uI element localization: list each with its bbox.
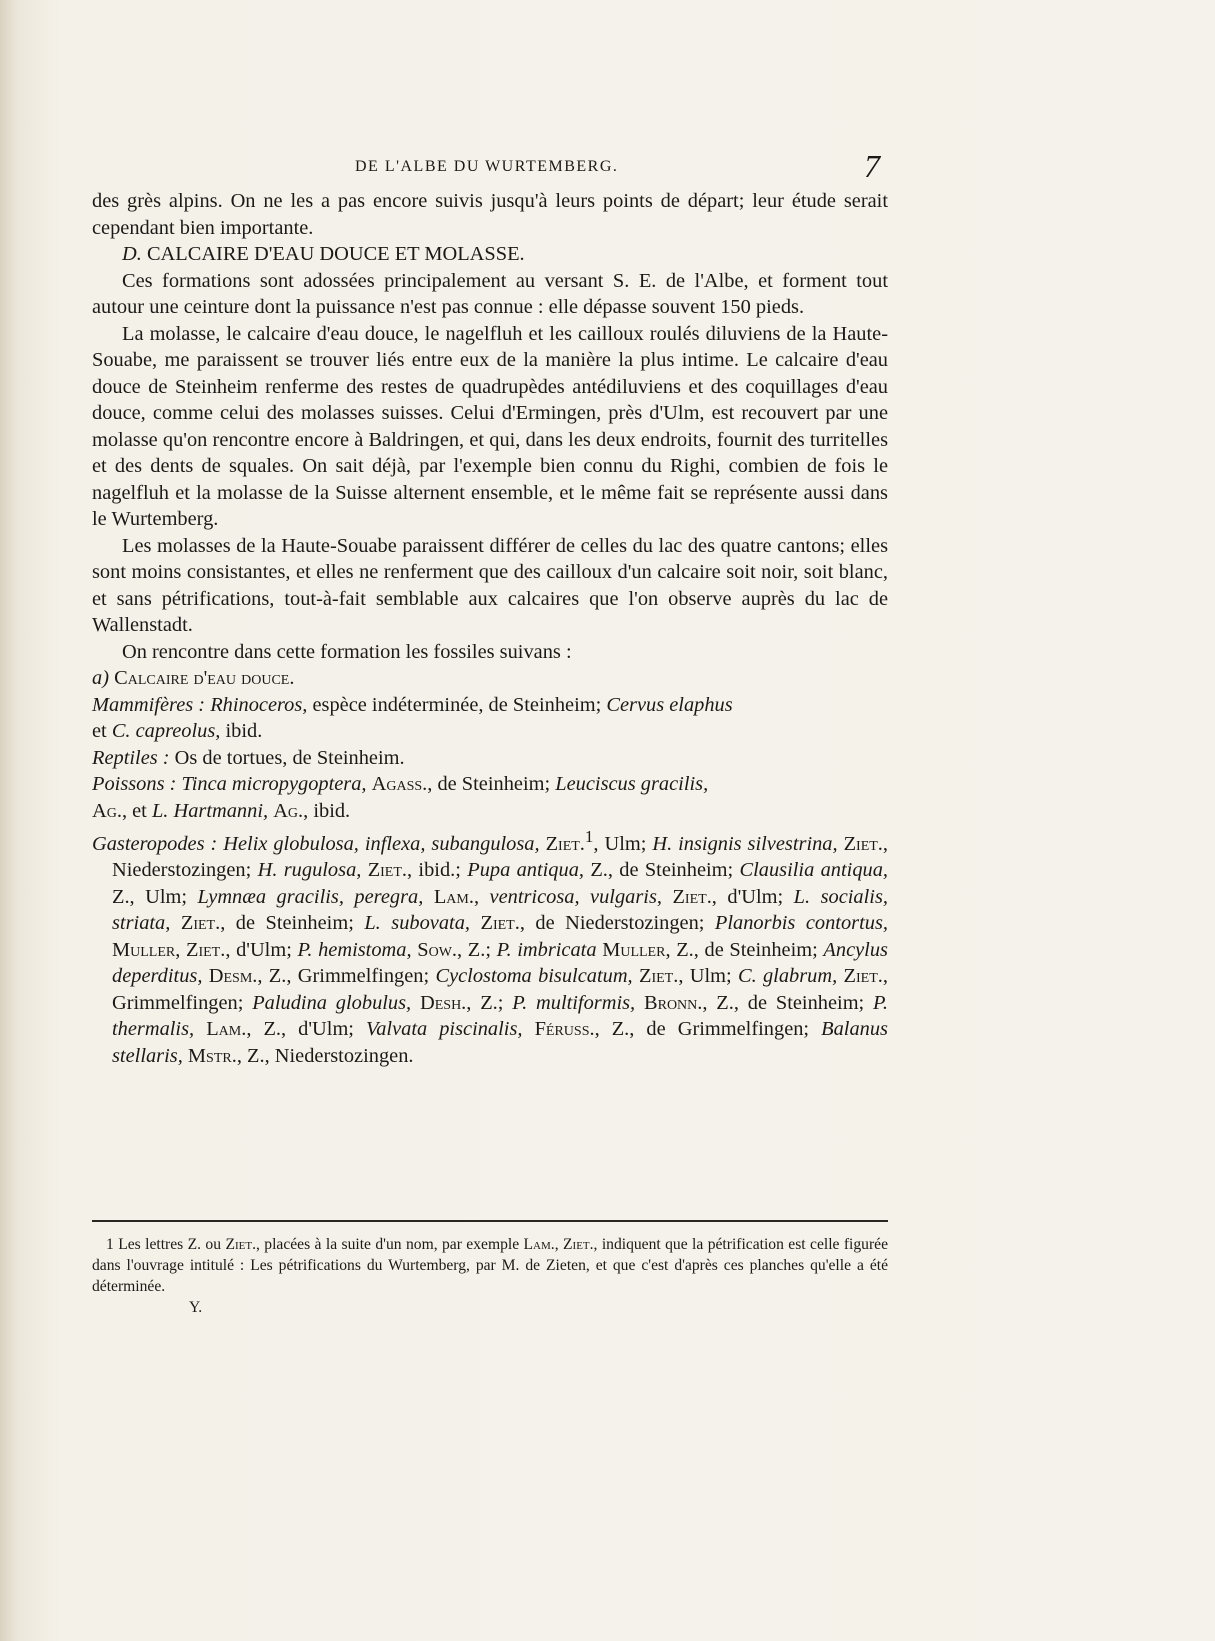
author-abbrev: Ziet. bbox=[367, 859, 408, 882]
running-head: DE L'ALBE DU WURTEMBERG. bbox=[355, 158, 619, 175]
author-abbrev: Ag. bbox=[273, 799, 304, 822]
fossil-entry-mammiferes bbox=[92, 692, 888, 719]
species-name: P. thermalis, bbox=[112, 991, 888, 1041]
species-name: Rhinoceros, bbox=[210, 693, 308, 716]
author-abbrev: Ziet. bbox=[186, 938, 226, 961]
species-name: H. insignis silvestrina, bbox=[652, 832, 838, 855]
paragraph: La molasse, le calcaire d'eau douce, le nagelfluh et les cailloux roulés diluviens de la Haute-Souabe, me paraissent se trouver liés entre eux de la manière la plus intime. Le calcaire d'eau douce de Steinheim renferme des restes de quadrupèdes antédiluviens et des coquillages d'eau douce, comme celui des molasses suisses. Celui d'Ermingen, près d'Ulm, est recouvert par une molasse qu'on rencontre encore à Baldringen, et qui, dans les deux endroits, fournit des turritelles et des dents de squales. On sait déjà, par l'exemple bien connu du Righi, combien de fois le nagelfluh et la molasse de la Suisse alternent ensemble, et le même fait se représente aussi dans le Wurtemberg. bbox=[92, 322, 888, 530]
section-letter: D. bbox=[122, 243, 142, 265]
author-abbrev: Bronn. bbox=[644, 991, 703, 1014]
author-abbrev: Ziet. bbox=[843, 965, 883, 988]
species-name: P. hemistoma, bbox=[297, 938, 412, 961]
footnote-signature: Y. bbox=[189, 1299, 203, 1316]
footnote bbox=[92, 1234, 888, 1318]
author-abbrev: Sow. bbox=[417, 938, 458, 961]
footnote-ref: 1 bbox=[584, 827, 594, 846]
species-name: Lymnæa gracilis, peregra, bbox=[197, 885, 424, 908]
entry-text: , de Steinheim; bbox=[220, 912, 365, 935]
fossil-entry-continuation bbox=[92, 718, 888, 745]
species-name: Leuciscus gracilis, bbox=[555, 773, 709, 795]
species-name: Valvata piscinalis, bbox=[366, 1018, 523, 1041]
entry-text: , bbox=[175, 938, 186, 961]
entry-text: , Z.; bbox=[466, 991, 513, 1014]
paragraph: des grès alpins. On ne les a pas encore suivis jusqu'à leurs points de départ; leur étude serait cependant bien importante. bbox=[92, 190, 888, 239]
entry-text: , Z., de Steinheim; bbox=[702, 991, 874, 1014]
subsection-title: Calcaire d'eau douce. bbox=[114, 667, 295, 689]
species-name: Pupa antiqua, bbox=[467, 859, 584, 882]
fossil-entry-gasteropodes bbox=[92, 824, 888, 1069]
author-abbrev: Ziet. bbox=[672, 885, 712, 908]
species-name: P. multiformis, bbox=[512, 991, 636, 1014]
author-abbrev: Muller bbox=[602, 938, 666, 961]
author-abbrev: Agass. bbox=[371, 773, 428, 795]
entry-text: , de Niederstozingen; bbox=[519, 912, 715, 935]
entry-text: , bbox=[473, 885, 490, 908]
species-name: L. Hartmanni, bbox=[151, 799, 269, 822]
entry-text: espèce indéterminée, de Steinheim; bbox=[307, 693, 607, 716]
entry-text: , Z., Grimmelfingen; bbox=[257, 965, 436, 988]
footnote-part: Les lettres Z. ou bbox=[113, 1236, 226, 1253]
subsection-heading bbox=[92, 665, 888, 692]
species-name: C. capreolus, bbox=[111, 720, 221, 742]
footnote-part: , indiquent que la pétrification est celle figurée dans l'ouvrage intitulé : Les pétrifications du Wurtemberg, par M. de Zieten, et que c'est d'après ces planches qu'elle a été déterminée. bbox=[92, 1236, 889, 1295]
species-name: C. glabrum, bbox=[737, 965, 838, 988]
footnote-number: 1 bbox=[106, 1236, 114, 1253]
paragraph: On rencontre dans cette formation les fossiles suivans : bbox=[122, 640, 572, 663]
species-name: Ancylus deperditus, bbox=[112, 938, 888, 988]
subsection-letter: a) bbox=[92, 667, 109, 689]
species-name: Cyclostoma bisulcatum, bbox=[435, 965, 633, 988]
entry-text: , d'Ulm; bbox=[711, 885, 794, 908]
author-abbrev: Desh. bbox=[420, 991, 467, 1014]
author-abbrev: Ziet. bbox=[843, 832, 883, 855]
entry-label: Reptiles : bbox=[92, 746, 170, 769]
entry-label: Gasteropodes : bbox=[92, 832, 218, 855]
author-abbrev: Ziet. bbox=[545, 832, 585, 855]
entry-text: , Z., de Steinheim; bbox=[665, 938, 824, 961]
species-name: Tinca micropygoptera, bbox=[181, 773, 367, 795]
entry-text: , d'Ulm; bbox=[225, 938, 298, 961]
section-heading bbox=[92, 241, 888, 268]
author-abbrev: Lam. bbox=[206, 1018, 247, 1041]
fossil-entry-reptiles bbox=[92, 745, 888, 772]
fossil-entry-continuation bbox=[92, 798, 888, 825]
entry-text: , et bbox=[121, 799, 152, 822]
page-number: 7 bbox=[864, 148, 880, 184]
footnote-part: , bbox=[554, 1236, 563, 1253]
footnote-rule bbox=[92, 1220, 888, 1222]
author-abbrev: Ziet. bbox=[480, 912, 520, 935]
entry-text: , Ulm; bbox=[593, 832, 653, 855]
entry-text: , ibid.; bbox=[407, 859, 468, 882]
page-header bbox=[90, 148, 890, 188]
footnote-part: , placées à la suite d'un nom, par exemple bbox=[255, 1236, 524, 1253]
fossil-entry-poissons bbox=[92, 771, 888, 798]
entry-text: ibid. bbox=[220, 720, 263, 742]
entry-text: , Grimmelfingen; bbox=[112, 965, 888, 1014]
paragraph: Les molasses de la Haute-Souabe paraissent différer de celles du lac des quatre cantons; elles sont moins consistantes, et elles ne renferment que des cailloux d'un calcaire soit noir, soit blanc, et sans pétrifications, tout-à-fait semblable aux calcaires que l'on observe auprès du lac de Wallenstadt. bbox=[92, 534, 888, 636]
entry-text: , Z., d'Ulm; bbox=[246, 1018, 367, 1041]
entry-label: Poissons : bbox=[92, 773, 177, 795]
species-name: Balanus stellaris, bbox=[112, 1018, 888, 1067]
entry-text: Os de tortues, de Steinheim. bbox=[169, 746, 405, 769]
entry-text: , Z.; bbox=[457, 938, 497, 961]
species-name: Helix globulosa, inflexa, subangulosa, bbox=[223, 832, 540, 855]
section-title: CALCAIRE D'EAU DOUCE ET MOLASSE. bbox=[146, 243, 525, 265]
entry-label: Mammifères : bbox=[92, 693, 206, 716]
body-text bbox=[92, 188, 888, 1069]
species-name: Paludina globulus, bbox=[252, 991, 412, 1014]
species-name: Planorbis contortus, bbox=[714, 912, 888, 935]
author-abbrev: Ziet. bbox=[563, 1236, 594, 1253]
footnote-text bbox=[92, 1234, 888, 1297]
species-name: ventricosa, vulgaris, bbox=[489, 885, 662, 908]
species-name: L. subovata, bbox=[364, 912, 470, 935]
author-abbrev: Féruss. bbox=[534, 1018, 595, 1041]
author-abbrev: Lam. bbox=[433, 885, 474, 908]
entry-text: , Z., de Grimmelfingen; bbox=[594, 1018, 822, 1041]
author-abbrev: Lam. bbox=[523, 1236, 555, 1253]
entry-text: , de Steinheim; bbox=[427, 773, 556, 795]
species-name: Clausilia antiqua, bbox=[739, 859, 889, 882]
entry-text: , Ulm; bbox=[678, 965, 738, 988]
entry-text: , ibid. bbox=[303, 799, 351, 822]
entry-text: et bbox=[92, 720, 112, 742]
author-abbrev: Ziet. bbox=[225, 1236, 256, 1253]
author-abbrev: Desm. bbox=[208, 965, 258, 988]
species-name: L. socialis, striata, bbox=[112, 885, 888, 935]
species-name: Cervus elaphus bbox=[606, 693, 733, 716]
entry-text: , Z., Niederstozingen. bbox=[236, 1044, 414, 1067]
entry-text: , Niederstozingen; bbox=[112, 832, 889, 882]
author-abbrev: Muller bbox=[112, 938, 176, 961]
species-name: H. rugulosa, bbox=[257, 859, 362, 882]
author-abbrev: Ziet. bbox=[180, 912, 221, 935]
author-abbrev: Mstr. bbox=[187, 1044, 237, 1067]
paragraph: Ces formations sont adossées principalement au versant S. E. de l'Albe, et forment tout autour une ceinture dont la puissance n'est pas connue : elle dépasse souvent 150 pieds. bbox=[92, 269, 888, 318]
entry-text: Z., de Steinheim; bbox=[584, 859, 740, 882]
entry-text: Z., Ulm; bbox=[112, 885, 198, 908]
species-name: P. imbricata bbox=[496, 938, 597, 961]
author-abbrev: Ag. bbox=[92, 799, 122, 822]
author-abbrev: Ziet. bbox=[638, 965, 679, 988]
